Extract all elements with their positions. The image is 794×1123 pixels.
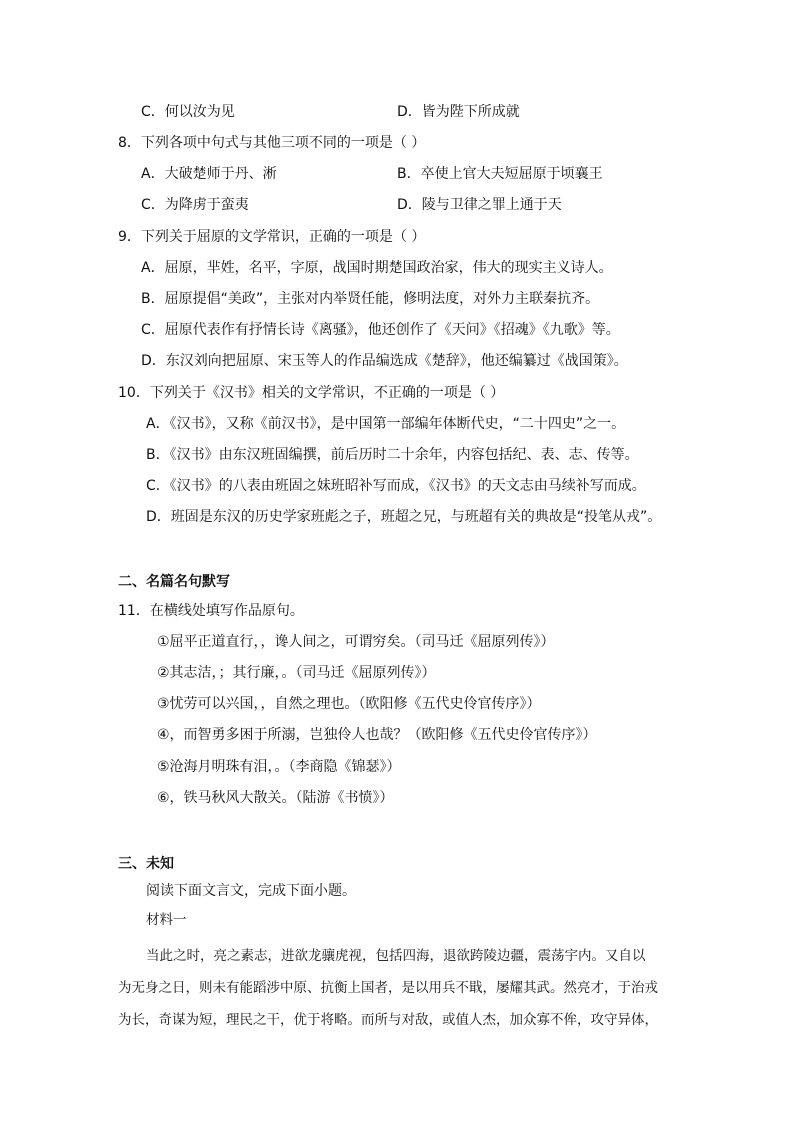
q8-stem: 8．下列各项中句式与其他三项不同的一项是（ ） [118,135,426,151]
q8-option-c: C．为降虏于蛮夷 [141,197,249,213]
q11-item-3: ③忧劳可以兴国，，自然之理也。（欧阳修《五代史伶官传序》） [157,696,541,712]
q9-option-a: A．屈原，芈姓，名平，字原，战国时期楚国政治家，伟大的现实主义诗人。 [141,260,613,276]
q11-item-6: ⑥，铁马秋风大散关。（陆游《书愤》） [157,790,394,806]
q10-option-d: D．班固是东汉的历史学家班彪之子，班超之兄，与班超有关的典故是“投笔从戎”。 [146,509,662,525]
material-title: 材料一 [146,912,187,928]
q11-item-5: ⑤沧海月明珠有泪，。（李商隐《锦瑟》） [157,759,401,775]
q11-stem: 11．在横线处填写作品原句。 [118,603,304,619]
q11-item-2: ②其志洁，；其行廉，。（司马迁《屈原列传》） [157,665,436,681]
q11-item-4: ④，而智勇多困于所溺，岂独伶人也哉？（欧阳修《五代史伶官传序》） [157,727,597,743]
q9-option-c: C．屈原代表作有抒情长诗《离骚》，他还创作了《天问》《招魂》《九歌》等。 [141,322,620,338]
q9-option-d: D．东汉刘向把屈原、宋玉等人的作品编选成《楚辞》，他还编纂过《战国策》。 [141,353,628,369]
q8-option-a: A．大破楚师于丹、淅 [141,166,277,182]
q7-option-c: C．何以汝为见 [141,104,235,120]
q9-option-b: B．屈原提倡“美政”，主张对内举贤任能，修明法度，对外力主联秦抗齐。 [141,291,600,307]
q7-option-d: D．皆为陛下所成就 [397,104,520,120]
section-3-heading: 三、未知 [118,856,174,872]
passage-line: 当此之时，亮之素志，进欲龙骧虎视，包括四海，退欲跨陵边疆，震荡宇内。又自以 [146,948,646,964]
q10-option-a: A．《汉书》，又称《前汉书》，是中国第一部编年体断代史，“二十四史”之一。 [146,416,626,432]
q10-stem: 10．下列关于《汉书》相关的文学常识，不正确的一项是（ ） [118,385,505,401]
q10-option-c: C．《汉书》的八表由班固之妹班昭补写而成，《汉书》的天文志由马续补写而成。 [146,478,646,494]
q10-option-b: B．《汉书》由东汉班固编撰，前后历时二十余年，内容包括纪、表、志、传等。 [146,447,639,463]
section-2-heading: 二、名篇名句默写 [118,574,230,590]
passage-line: 为无身之日，则未有能蹈涉中原、抗衡上国者，是以用兵不戢，屡耀其武。然亮才，于治戎 [118,980,658,996]
q11-item-1: ①屈平正道直行，，谗人间之，可谓穷矣。（司马迁《屈原列传》） [157,634,555,650]
q8-option-d: D．陵与卫律之罪上通于天 [397,197,562,213]
reading-instruction: 阅读下面文言文，完成下面小题。 [146,883,356,899]
passage-line: 为长，奇谋为短，理民之干，优于将略。而所与对敌，或值人杰，加众寡不侔，攻守异体， [118,1012,658,1028]
q9-stem: 9．下列关于屈原的文学常识，正确的一项是（ ） [118,229,426,245]
q8-option-b: B．卒使上官大夫短屈原于顷襄王 [397,166,603,182]
